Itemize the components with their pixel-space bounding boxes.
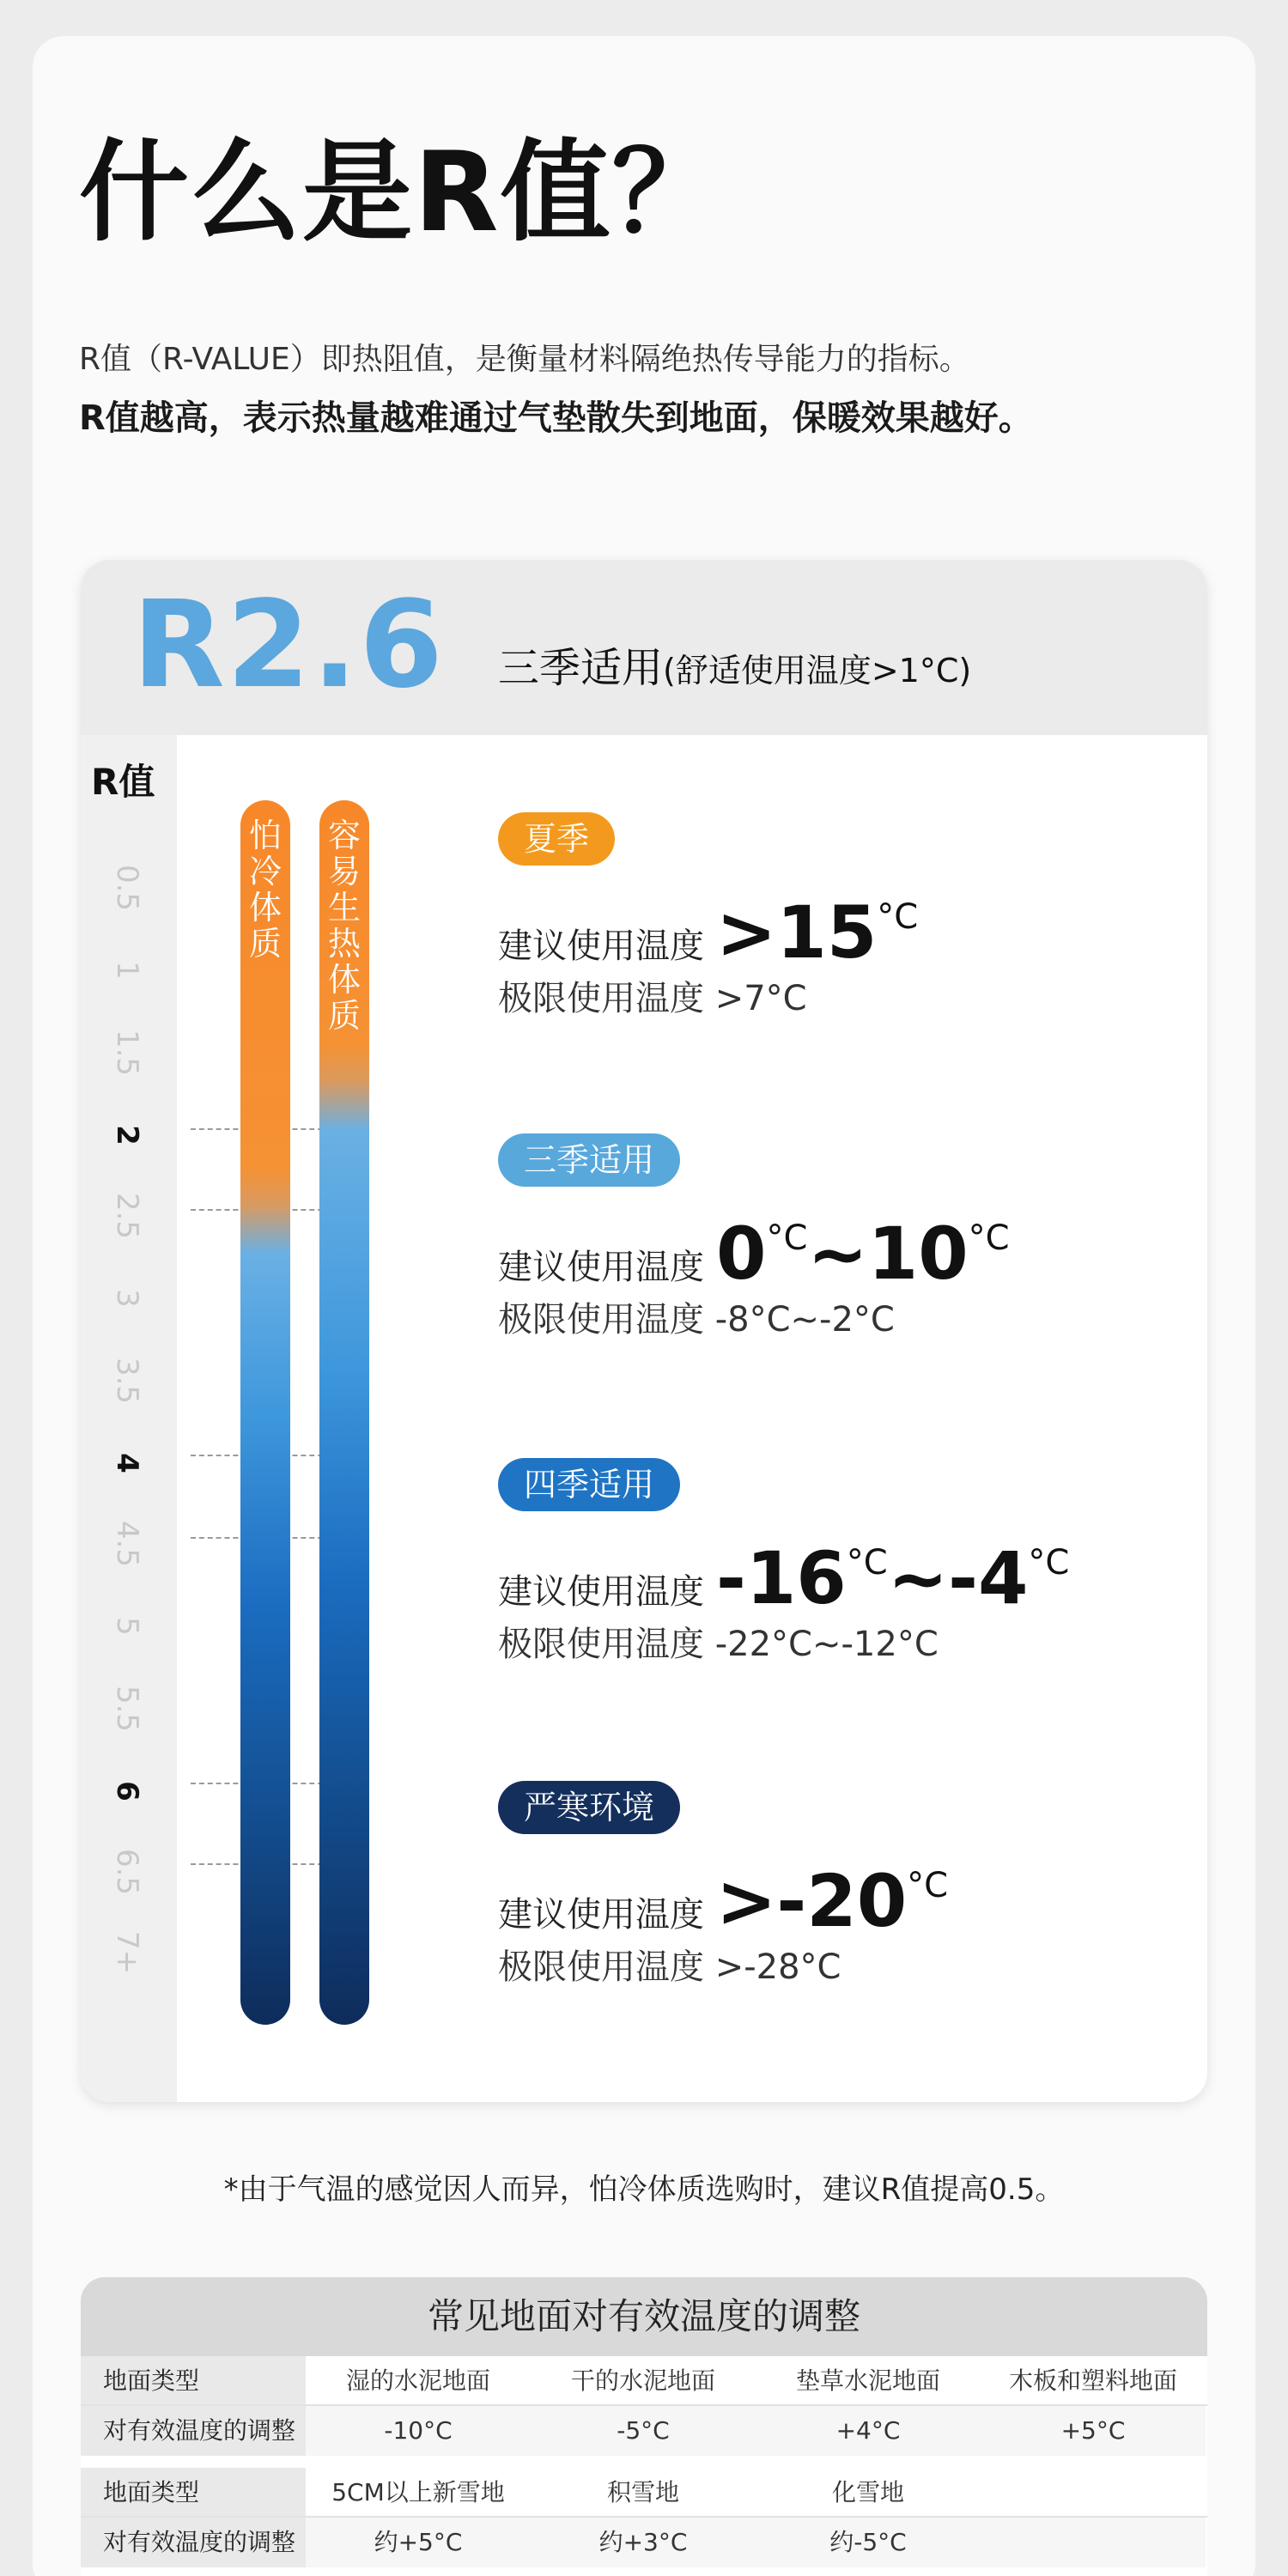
temp-unit: °C <box>968 1218 1010 1258</box>
temp-unit: °C <box>1028 1543 1070 1583</box>
row-header: 地面类型 <box>81 2356 306 2404</box>
row-header: 对有效温度的调整 <box>81 2406 306 2456</box>
section-summer <box>498 812 918 1024</box>
temp-value: >-20 <box>716 1859 908 1943</box>
r-tick: 2.5 <box>110 1192 144 1240</box>
table-cell: -5°C <box>531 2406 756 2456</box>
badge-four-season: 四季适用 <box>498 1458 680 1511</box>
temp-unit: °C <box>846 1543 888 1583</box>
table-cell: 积雪地 <box>606 2478 679 2506</box>
footnote: *由于气温的感觉因人而异，怕冷体质选购时，建议R值提高0.5。 <box>223 2172 1065 2207</box>
r-value-card <box>81 560 1207 2102</box>
table-row <box>81 2406 1207 2456</box>
table-cell: 干的水泥地面 <box>570 2366 715 2395</box>
suggest-row <box>498 876 918 974</box>
suggest-row <box>498 1844 948 1942</box>
suggest-row <box>498 1522 1069 1619</box>
temp-value: -16 <box>716 1536 847 1620</box>
r-tick: 1 <box>110 961 144 980</box>
table-cell: 木板和塑料地面 <box>1008 2366 1177 2395</box>
table-cell: 约+5°C <box>306 2518 531 2567</box>
section-severe-cold <box>498 1781 948 1992</box>
r-tick: 7+ <box>110 1930 144 1975</box>
badge-summer: 夏季 <box>498 812 615 866</box>
r-tick: 5.5 <box>110 1685 144 1733</box>
cold-body-label: 怕冷体质 <box>248 817 282 963</box>
badge-three-season: 三季适用 <box>498 1133 680 1187</box>
table-cell: 约-5°C <box>756 2518 981 2567</box>
r-tick: 4 <box>110 1453 144 1473</box>
table-cell: 湿的水泥地面 <box>345 2366 490 2395</box>
r-tick: 6.5 <box>110 1848 144 1896</box>
temp-value: ~10 <box>807 1212 969 1296</box>
table-cell: +4°C <box>756 2406 981 2456</box>
temp-unit: °C <box>907 1866 949 1905</box>
table-cell: 垫草水泥地面 <box>795 2366 940 2395</box>
suggest-temp <box>716 876 918 974</box>
r-tick: 3.5 <box>110 1357 144 1405</box>
table-cell: +5°C <box>981 2406 1206 2456</box>
r-axis-ticks <box>81 560 177 2102</box>
temp-unit: °C <box>766 1218 808 1258</box>
suggest-label: 建议使用温度 <box>498 927 704 966</box>
suggest-label: 建议使用温度 <box>498 1572 704 1612</box>
section-three-season <box>498 1133 1010 1345</box>
intro-emphasis: R值越高，表示热量越难通过气垫散失到地面，保暖效果越好。 <box>79 398 1033 438</box>
table-row <box>81 2468 1207 2518</box>
r-tick: 3 <box>110 1289 144 1308</box>
table-cell: -10°C <box>306 2406 531 2456</box>
table-row <box>81 2356 1207 2406</box>
suggest-temp <box>716 1197 1010 1295</box>
suggest-temp <box>716 1522 1069 1619</box>
limit-temp: 极限使用温度 -8°C~-2°C <box>498 1300 895 1340</box>
table-cell: 化雪地 <box>831 2478 904 2506</box>
table-cell: 约+3°C <box>531 2518 756 2567</box>
temp-unit: °C <box>877 897 919 937</box>
r-tick: 4.5 <box>110 1520 144 1568</box>
temp-value: 0 <box>716 1212 767 1296</box>
r-tick: 0.5 <box>110 864 144 912</box>
table-cell <box>981 2468 1206 2516</box>
suggest-label: 建议使用温度 <box>498 1248 704 1287</box>
table-cell: 5CM以上新雪地 <box>331 2478 505 2506</box>
suggest-row <box>498 1197 1010 1295</box>
season-heading <box>498 642 971 696</box>
r-tick: 6 <box>110 1781 144 1801</box>
table-title: 常见地面对有效温度的调整 <box>81 2277 1207 2356</box>
ground-adjust-table <box>81 2277 1207 2576</box>
season-note: (舒适使用温度>1°C) <box>663 652 972 690</box>
row-header: 地面类型 <box>81 2468 306 2516</box>
row-header: 对有效温度的调整 <box>81 2518 306 2567</box>
r-value-number: R2.6 <box>132 575 445 715</box>
cold-body-bar <box>240 800 290 2025</box>
season-main: 三季适用 <box>498 644 664 692</box>
intro-definition: R值（R-VALUE）即热阻值，是衡量材料隔绝热传导能力的指标。 <box>79 342 970 377</box>
suggest-label: 建议使用温度 <box>498 1895 704 1935</box>
temp-value: ~-4 <box>887 1536 1029 1620</box>
badge-severe-cold: 严寒环境 <box>498 1781 680 1834</box>
section-four-season <box>498 1458 1069 1669</box>
table-row <box>81 2518 1207 2567</box>
r-tick: 2 <box>110 1125 144 1145</box>
temp-value: >15 <box>716 890 878 975</box>
warm-body-label: 容易生热体质 <box>327 817 361 1035</box>
limit-temp: 极限使用温度 -22°C~-12°C <box>498 1625 939 1664</box>
r-tick: 5 <box>110 1617 144 1636</box>
page-title: 什么是R值？ <box>79 129 724 257</box>
limit-temp: 极限使用温度 >7°C <box>498 979 807 1018</box>
limit-temp: 极限使用温度 >-28°C <box>498 1947 841 1987</box>
table-separator <box>81 2456 1207 2468</box>
suggest-temp <box>716 1844 948 1942</box>
table-cell <box>981 2518 1206 2567</box>
r-axis-label: R值 <box>91 761 155 803</box>
r-tick: 1.5 <box>110 1029 144 1077</box>
